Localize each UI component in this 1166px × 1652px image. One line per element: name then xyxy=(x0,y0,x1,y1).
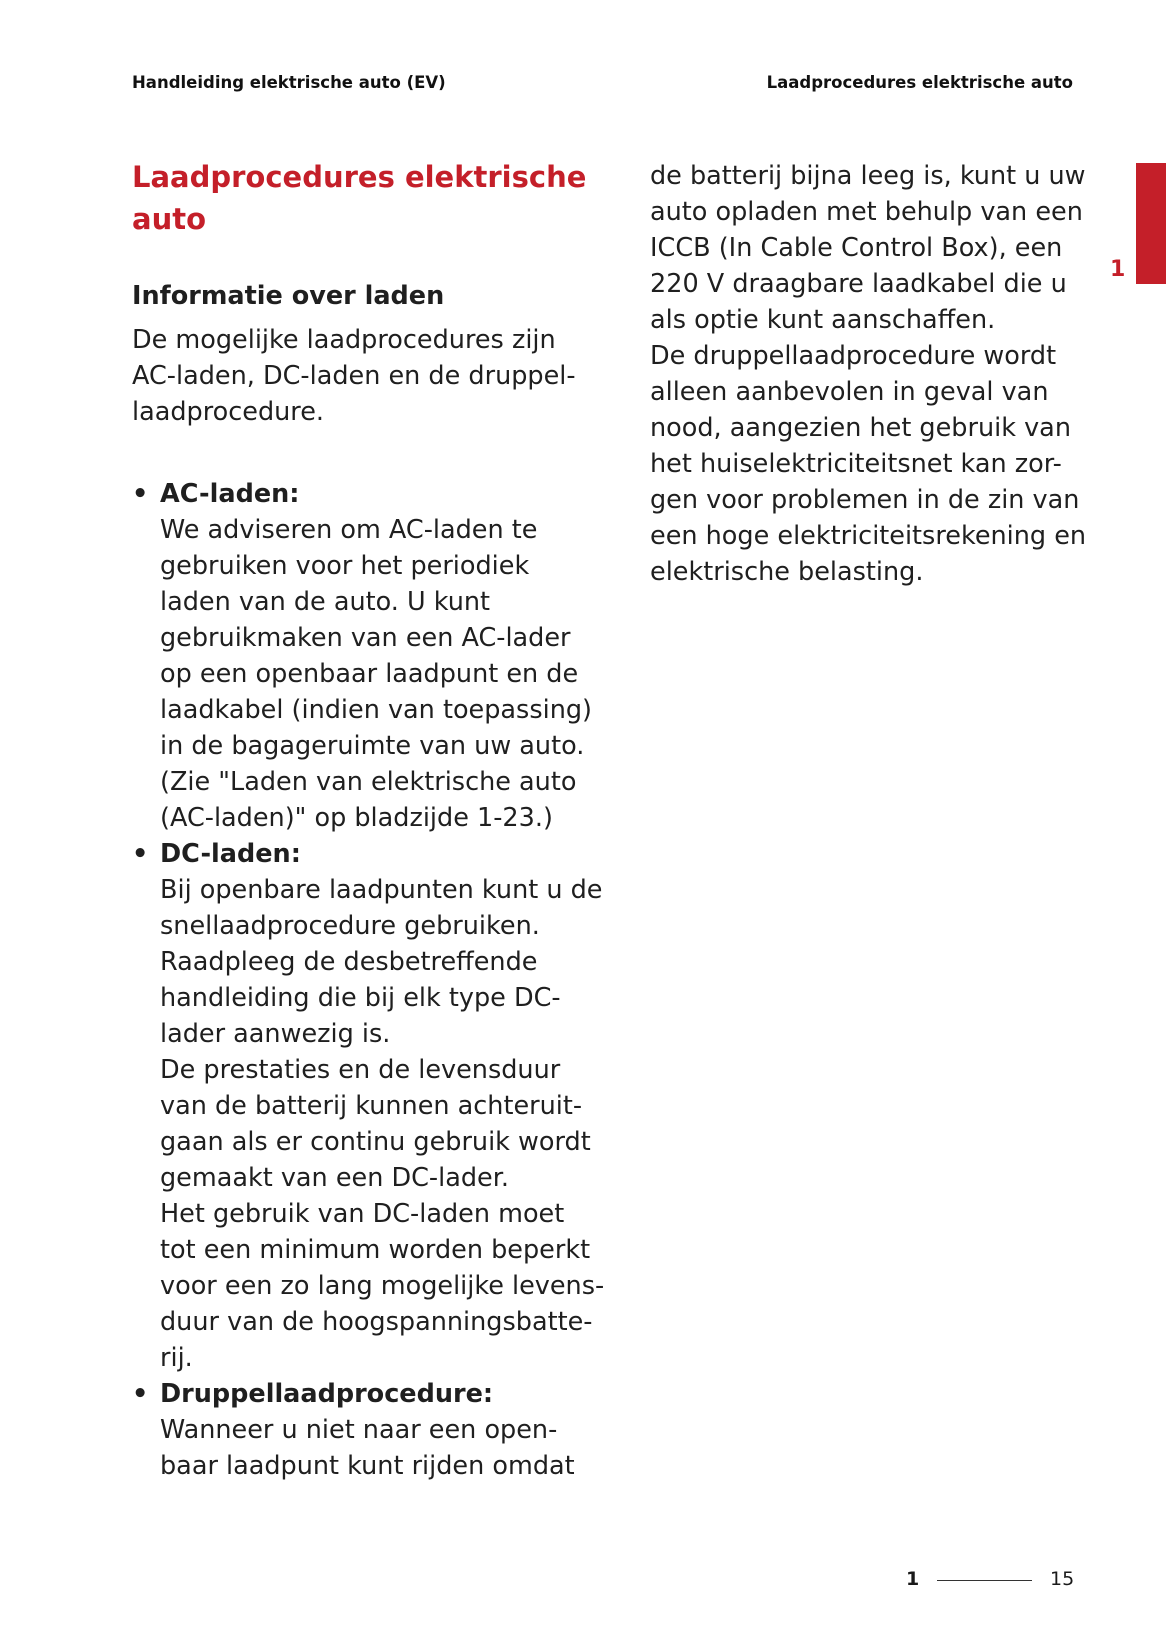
bullet-dot-icon: • xyxy=(132,479,149,509)
text-line: Wanneer u niet naar een open- xyxy=(160,1415,558,1445)
text-line: gaan als er continu gebruik wordt xyxy=(160,1127,591,1157)
chapter-tab-marker xyxy=(1136,163,1166,284)
text-line: Raadpleeg de desbetreffende xyxy=(160,947,538,977)
text-line: een hoge elektriciteitsrekening en xyxy=(650,521,1087,551)
right-column xyxy=(650,158,1087,590)
bullet-list xyxy=(132,476,605,1484)
text-line: tot een minimum worden beperkt xyxy=(160,1235,591,1265)
left-column xyxy=(132,156,605,1484)
text-line: Bij openbare laadpunten kunt u de xyxy=(160,875,603,905)
text-line: snellaadprocedure gebruiken. xyxy=(160,911,540,941)
bullet-item-ac-laden xyxy=(132,476,602,836)
chapter-tab-number: 1 xyxy=(1110,257,1126,282)
footer-divider xyxy=(937,1580,1032,1581)
text-line: baar laadpunt kunt rijden omdat xyxy=(160,1451,575,1481)
text-line: alleen aanbevolen in geval van xyxy=(650,377,1049,407)
text-line: rij. xyxy=(160,1343,193,1373)
text-line: op een openbaar laadpunt en de xyxy=(160,659,579,689)
text-line: gebruikmaken van een AC-lader xyxy=(160,623,571,653)
text-line: auto opladen met behulp van een xyxy=(650,197,1083,227)
running-header-right: Laadprocedures elektrische auto xyxy=(766,73,1073,92)
subheading: Informatie over laden xyxy=(132,281,445,311)
intro-paragraph xyxy=(132,322,602,430)
text-line: lader aanwezig is. xyxy=(160,1019,391,1049)
text-line: De prestaties en de levensduur xyxy=(160,1055,561,1085)
text-line: elektrische belasting. xyxy=(650,557,924,587)
bullet-dot-icon: • xyxy=(132,1379,149,1409)
text-line: AC-laden, DC-laden en de druppel- xyxy=(132,361,576,391)
text-line: (Zie "Laden van elektrische auto xyxy=(160,767,577,797)
bullet-dot-icon: • xyxy=(132,839,149,869)
text-line: als optie kunt aanschaffen. xyxy=(650,305,996,335)
bullet-title: AC-laden: xyxy=(160,479,300,509)
text-line: Het gebruik van DC-laden moet xyxy=(160,1199,565,1229)
text-line: in de bagageruimte van uw auto. xyxy=(160,731,585,761)
text-line: De druppellaadprocedure wordt xyxy=(650,341,1057,371)
text-line: van de batterij kunnen achteruit- xyxy=(160,1091,583,1121)
text-line: gebruiken voor het periodiek xyxy=(160,551,530,581)
text-line: duur van de hoogspanningsbatte- xyxy=(160,1307,593,1337)
footer-page-number: 15 xyxy=(1050,1568,1075,1590)
text-line: voor een zo lang mogelijke levens- xyxy=(160,1271,605,1301)
text-line: laden van de auto. U kunt xyxy=(160,587,491,617)
bullet-item-druppellaadprocedure xyxy=(132,1376,602,1484)
text-line: de batterij bijna leeg is, kunt u uw xyxy=(650,161,1086,191)
text-line: laadkabel (indien van toepassing) xyxy=(160,695,592,725)
bullet-item-dc-laden xyxy=(132,836,605,1376)
section-title xyxy=(132,156,602,240)
text-line: We adviseren om AC-laden te xyxy=(160,515,538,545)
text-line: handleiding die bij elk type DC- xyxy=(160,983,561,1013)
section-title-line: Laadprocedures elektrische xyxy=(132,160,587,194)
text-line: De mogelijke laadprocedures zijn xyxy=(132,325,556,355)
bullet-title: Druppellaadprocedure: xyxy=(160,1379,494,1409)
section-title-line: auto xyxy=(132,202,207,236)
text-line: laadprocedure. xyxy=(132,397,325,427)
text-line: ICCB (In Cable Control Box), een xyxy=(650,233,1063,263)
text-line: nood, aangezien het gebruik van xyxy=(650,413,1071,443)
text-line: 220 V draagbare laadkabel die u xyxy=(650,269,1067,299)
text-line: gen voor problemen in de zin van xyxy=(650,485,1080,515)
footer-chapter-number: 1 xyxy=(906,1568,920,1590)
text-line: gemaakt van een DC-lader. xyxy=(160,1163,509,1193)
text-line: (AC-laden)" op bladzijde 1-23.) xyxy=(160,803,553,833)
running-header-left: Handleiding elektrische auto (EV) xyxy=(132,73,446,92)
text-line: het huiselektriciteitsnet kan zor- xyxy=(650,449,1062,479)
bullet-title: DC-laden: xyxy=(160,839,301,869)
